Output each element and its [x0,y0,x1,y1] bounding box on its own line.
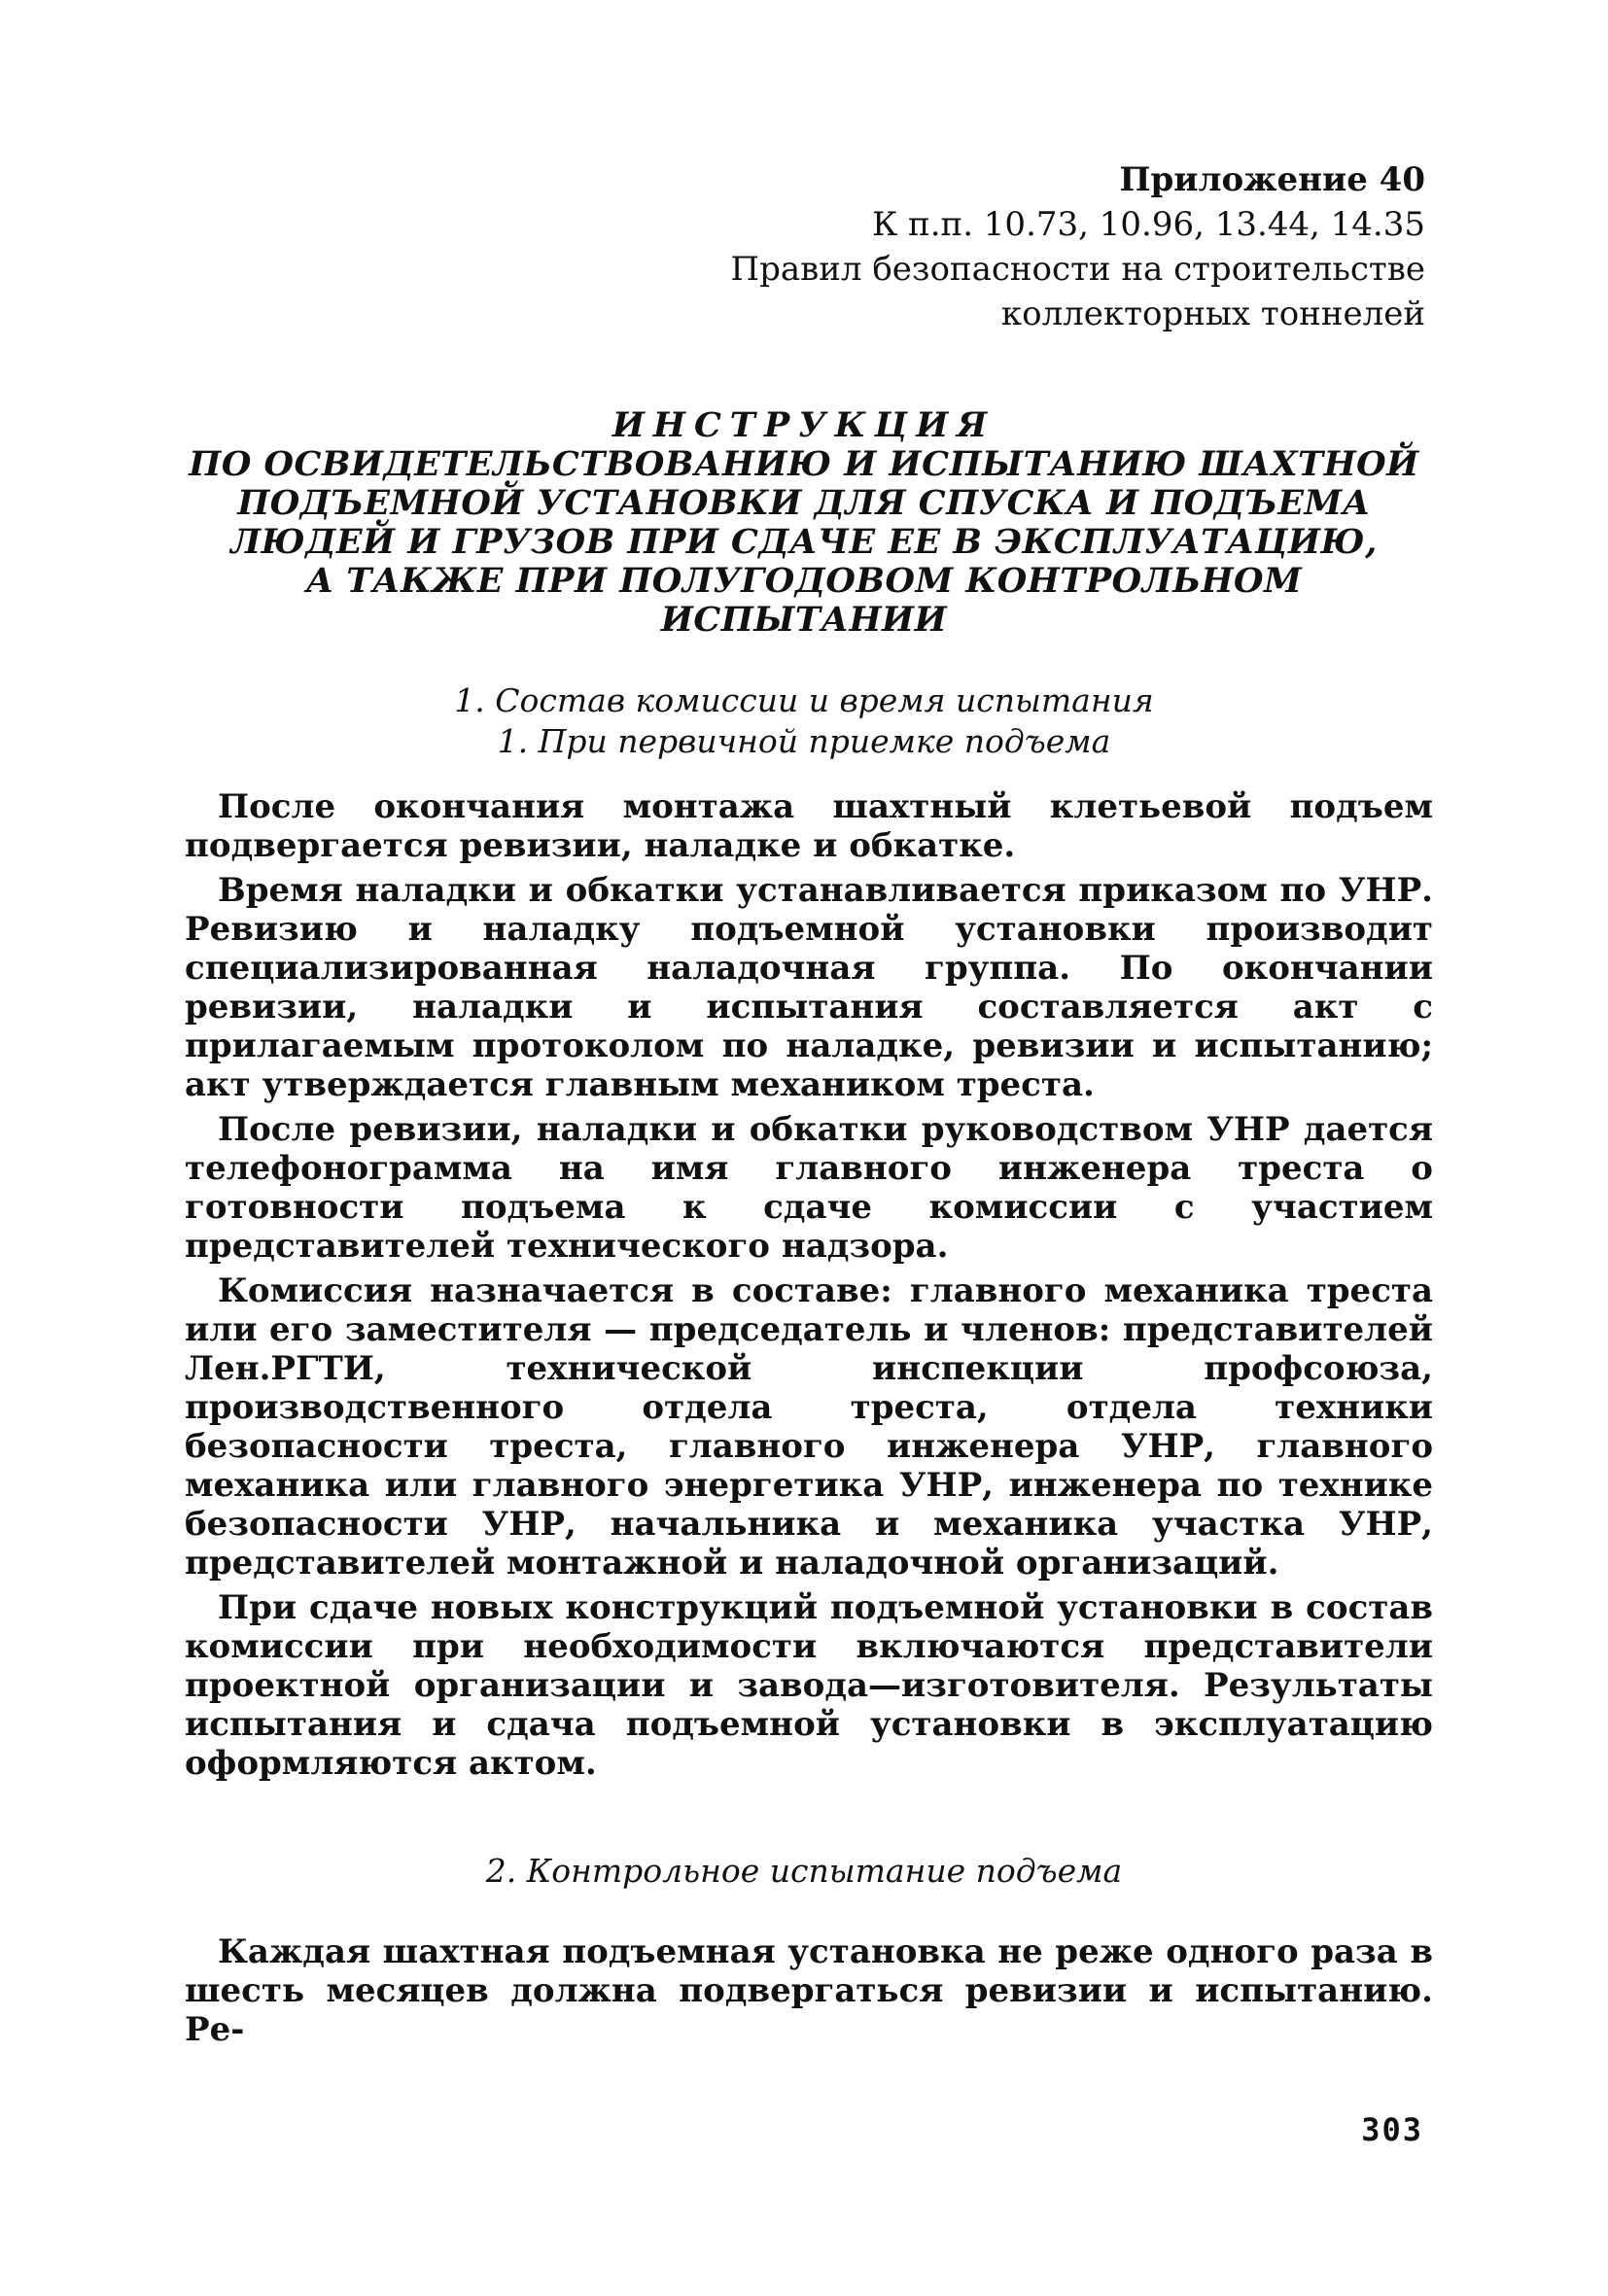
title-line-2: ПО ОСВИДЕТЕЛЬСТВОВАНИЮ И ИСПЫТАНИЮ ШАХТНОЙ [189,444,1419,484]
section-2-heading: 2. Контрольное испытание подъема [485,1852,1123,1890]
section-2-body [185,1932,1433,2055]
rules-reference-line2: коллекторных тоннелей [1000,295,1425,333]
title-line-5: А ТАКЖЕ ПРИ ПОЛУГОДОВОМ КОНТРОЛЬНОМ [305,561,1303,601]
paragraph: При сдаче новых конструкций подъемной установки в состав комиссии при необходимости включаются представители проектной организации и завода—изготовителя. Результаты испытания и сдача подъемной установки в эксплуатацию оформляются актом. [185,1588,1433,1783]
appendix-reference: К п.п. 10.73, 10.96, 13.44, 14.35 [871,205,1425,244]
title-line-1: ИНСТРУКЦИЯ [612,405,996,445]
appendix-header [730,157,1425,336]
title-line-3: ПОДЪЕМНОЙ УСТАНОВКИ ДЛЯ СПУСКА И ПОДЪЕМА [237,483,1371,523]
section-1-subheading: 1. При первичной приемке подъема [497,722,1111,760]
section-1-heading: 1. Состав комиссии и время испытания [454,681,1154,719]
paragraph: После ревизии, наладки и обкатки руководством УНР дается телефонограмма на имя главного инженера треста о готовности подъема к сдаче комиссии с участием представителей технического надзора. [185,1110,1433,1266]
document-title [165,406,1443,640]
page-number: 303 [1361,2111,1423,2148]
title-line-6: ИСПЫТАНИИ [660,600,948,640]
section-1-headings [165,680,1443,762]
paragraph: Время наладки и обкатки устанавливается приказом по УНР. Ревизию и наладку подъемной установки производит специализированная наладочная группа. По окончании ревизии, наладки и испытания составляется акт с прилагаемым протоколом по наладке, ревизии и испытанию; акт утверждается главным механиком треста. [185,871,1433,1104]
rules-reference-line1: Правил безопасности на строительстве [730,250,1425,289]
paragraph: После окончания монтажа шахтный клетьевой подъем подвергается ревизии, наладке и обкатке. [185,787,1433,865]
paragraph: Комиссия назначается в составе: главного механика треста или его заместителя — председатель и членов: представителей Лен.РГТИ, технической инспекции профсоюза, производственного отдела треста, отдела техники безопасности треста, главного инженера УНР, главного механика или главного энергетика УНР, инженера по технике безопасности УНР, начальника и механика участка УНР, представителей монтажной и наладочной организаций. [185,1271,1433,1583]
paragraph: Каждая шахтная подъемная установка не реже одного раза в шесть месяцев должна подвергаться ревизии и испытанию. Ре- [185,1932,1433,2049]
title-line-4: ЛЮДЕЙ И ГРУЗОВ ПРИ СДАЧЕ ЕЕ В ЭКСПЛУАТАЦИЮ, [230,522,1378,562]
appendix-number: Приложение 40 [1119,160,1425,199]
section-1-body [185,787,1433,1789]
